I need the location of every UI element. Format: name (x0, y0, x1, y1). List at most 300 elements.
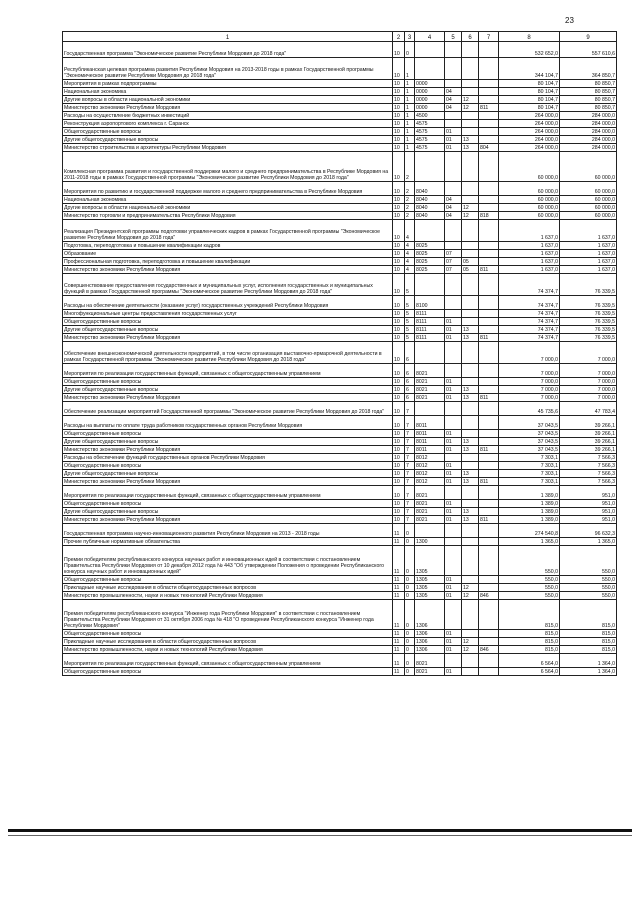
row-value-cell (462, 364, 479, 378)
header-cell: 9 (560, 32, 617, 42)
row-value-cell: 1 637,0 (560, 258, 617, 266)
row-value-cell: 264 000,0 (499, 136, 560, 144)
row-value-cell (462, 668, 479, 676)
row-value-cell (462, 88, 479, 96)
row-value-cell: 4 (405, 242, 415, 250)
row-value-cell: 45 735,6 (499, 402, 560, 416)
header-cell: 1 (63, 32, 393, 42)
row-value-cell (479, 430, 499, 438)
row-value-cell: 1305 (415, 576, 445, 584)
row-value-cell: 2 (405, 204, 415, 212)
row-value-cell: 1 637,0 (499, 242, 560, 250)
row-value-cell (415, 342, 445, 364)
row-name-cell: Национальная экономика (63, 196, 393, 204)
row-value-cell (479, 438, 499, 446)
row-value-cell (479, 136, 499, 144)
row-name-cell: Мероприятия в рамках подпрограммы (63, 80, 393, 88)
row-value-cell: 7 (405, 462, 415, 470)
row-value-cell: 12 (462, 212, 479, 220)
row-value-cell: 60 000,0 (560, 152, 617, 182)
row-value-cell: 10 (393, 446, 405, 454)
row-value-cell: 6 (405, 386, 415, 394)
row-value-cell: 04 (445, 212, 462, 220)
row-value-cell: 0 (405, 668, 415, 676)
row-name-cell: Общегосударственные вопросы (63, 668, 393, 676)
row-value-cell: 7 (405, 446, 415, 454)
row-value-cell: 10 (393, 508, 405, 516)
row-name-cell: Министерство экономики Республики Мордовия (63, 266, 393, 274)
row-value-cell: 10 (393, 364, 405, 378)
table-row (63, 152, 617, 182)
row-value-cell: 10 (393, 462, 405, 470)
row-value-cell: 815,0 (560, 646, 617, 654)
header-cell: 4 (415, 32, 445, 42)
table-row (63, 600, 617, 630)
row-value-cell: 37 043,5 (499, 430, 560, 438)
row-value-cell (479, 196, 499, 204)
row-value-cell: 11 (393, 538, 405, 546)
row-value-cell (445, 654, 462, 668)
row-value-cell: 1 637,0 (560, 250, 617, 258)
row-name-cell: Министерство промышленности, науки и новых технологий Республики Мордовия (63, 646, 393, 654)
row-value-cell: 811 (479, 394, 499, 402)
row-value-cell (479, 500, 499, 508)
row-value-cell: 01 (445, 334, 462, 342)
row-value-cell: 39 266,1 (560, 416, 617, 430)
header-cell: 6 (462, 32, 479, 42)
row-value-cell: 10 (393, 334, 405, 342)
row-value-cell: 04 (445, 204, 462, 212)
row-value-cell: 8021 (415, 378, 445, 386)
row-name-cell: Профессиональная подготовка, переподготовка и повышение квалификации (63, 258, 393, 266)
row-value-cell: 7 (405, 500, 415, 508)
row-value-cell: 01 (445, 446, 462, 454)
row-name-cell: Министерство экономики Республики Мордовия (63, 334, 393, 342)
row-value-cell: 846 (479, 646, 499, 654)
row-value-cell: 1 389,0 (499, 508, 560, 516)
row-value-cell (479, 668, 499, 676)
row-value-cell: 01 (445, 128, 462, 136)
table-row (63, 364, 617, 378)
row-value-cell: 10 (393, 296, 405, 310)
row-value-cell: 80 850,7 (560, 88, 617, 96)
row-value-cell (479, 470, 499, 478)
row-value-cell: 10 (393, 318, 405, 326)
table-row (63, 630, 617, 638)
row-name-cell: Комплексная программа развития и государственной поддержки малого и среднего предпринимательства в Республике Мордовия на 2011-2018 годы в рамках Государственной программы "Экономическое развитие Республики Мордовия до 2018 года" (63, 152, 393, 182)
row-value-cell: 10 (393, 310, 405, 318)
row-value-cell: 284 000,0 (560, 144, 617, 152)
row-value-cell: 1 637,0 (499, 250, 560, 258)
row-value-cell: 8012 (415, 454, 445, 462)
row-value-cell: 7 (405, 486, 415, 500)
row-value-cell (479, 638, 499, 646)
row-value-cell: 0 (405, 646, 415, 654)
row-value-cell: 7 000,0 (560, 394, 617, 402)
row-value-cell: 04 (445, 96, 462, 104)
table-row (63, 326, 617, 334)
row-value-cell: 11 (393, 576, 405, 584)
row-value-cell: 60 000,0 (499, 212, 560, 220)
row-value-cell: 01 (445, 638, 462, 646)
row-value-cell: 5 (405, 326, 415, 334)
row-value-cell: 0 (405, 538, 415, 546)
row-value-cell (462, 296, 479, 310)
row-value-cell (479, 220, 499, 242)
row-value-cell: 344 104,7 (499, 58, 560, 80)
table-row (63, 120, 617, 128)
row-value-cell: 7 000,0 (560, 386, 617, 394)
row-value-cell (445, 242, 462, 250)
row-value-cell (415, 152, 445, 182)
row-value-cell (462, 654, 479, 668)
row-value-cell: 04 (445, 104, 462, 112)
row-value-cell: 7 (405, 478, 415, 486)
row-value-cell: 76 339,5 (560, 326, 617, 334)
row-value-cell: 10 (393, 342, 405, 364)
row-value-cell: 13 (462, 144, 479, 152)
row-name-cell: Другие общегосударственные вопросы (63, 136, 393, 144)
row-value-cell: 11 (393, 584, 405, 592)
row-value-cell: 11 (393, 668, 405, 676)
row-name-cell: Другие общегосударственные вопросы (63, 508, 393, 516)
row-value-cell: 01 (445, 318, 462, 326)
row-value-cell: 951,0 (560, 486, 617, 500)
row-value-cell: 60 000,0 (499, 196, 560, 204)
row-value-cell: 37 043,5 (499, 438, 560, 446)
row-value-cell (462, 600, 479, 630)
row-value-cell: 6 (405, 378, 415, 386)
row-value-cell (479, 630, 499, 638)
header-cell: 8 (499, 32, 560, 42)
row-value-cell: 7 566,3 (560, 470, 617, 478)
row-value-cell: 8011 (415, 416, 445, 430)
row-name-cell: Премия победителям республиканского конкурса "Инженер года Республики Мордовия" в соответствии с постановлением Правительства Республики Мордовия от 31 октября 2006 года № 418 "О проведении Республиканского конкурса "Инженер года Республики Мордовия" (63, 600, 393, 630)
bottom-rule-thin (8, 835, 632, 836)
row-value-cell: 815,0 (499, 646, 560, 654)
row-value-cell: 01 (445, 378, 462, 386)
row-name-cell: Другие общегосударственные вопросы (63, 470, 393, 478)
row-value-cell: 80 104,7 (499, 88, 560, 96)
row-value-cell: 11 (393, 654, 405, 668)
row-value-cell: 10 (393, 438, 405, 446)
table-row (63, 638, 617, 646)
table-row (63, 220, 617, 242)
row-value-cell (462, 196, 479, 204)
row-value-cell: 11 (393, 646, 405, 654)
row-value-cell: 01 (445, 592, 462, 600)
row-value-cell: 12 (462, 592, 479, 600)
row-value-cell: 39 266,1 (560, 438, 617, 446)
row-value-cell: 550,0 (499, 584, 560, 592)
row-value-cell (479, 250, 499, 258)
row-name-cell: Общегосударственные вопросы (63, 378, 393, 386)
row-value-cell: 8021 (415, 364, 445, 378)
row-name-cell: Республиканская целевая программа развития Республики Мордовия на 2013-2018 годы в рамках Государственной программы "Экономическое развитие Республики Мордовия до 2018 года" (63, 58, 393, 80)
row-name-cell: Расходы на обеспечение функций государственных органов Республики Мордовия (63, 454, 393, 462)
row-value-cell: 0 (405, 584, 415, 592)
row-name-cell: Реализация Президентской программы подготовки управленческих кадров в рамках Государственной программы "Экономическое развитие Республики Мордовия до 2018 года" (63, 220, 393, 242)
table-row (63, 524, 617, 538)
row-value-cell: 8021 (415, 500, 445, 508)
table-row (63, 334, 617, 342)
row-value-cell: 07 (445, 258, 462, 266)
row-value-cell (445, 454, 462, 462)
row-value-cell: 1 (405, 96, 415, 104)
row-value-cell: 10 (393, 274, 405, 296)
row-value-cell (462, 416, 479, 430)
row-value-cell (445, 274, 462, 296)
row-value-cell: 01 (445, 516, 462, 524)
row-name-cell: Мероприятия по реализации государственных функций, связанных с общегосударственным управлением (63, 486, 393, 500)
row-value-cell: 7 000,0 (560, 378, 617, 386)
row-value-cell: 8012 (415, 462, 445, 470)
table-row (63, 446, 617, 454)
row-value-cell: 37 043,5 (499, 416, 560, 430)
row-value-cell (462, 318, 479, 326)
row-value-cell: 01 (445, 668, 462, 676)
row-value-cell (445, 524, 462, 538)
row-value-cell: 8012 (415, 470, 445, 478)
row-value-cell: 557 610,6 (560, 42, 617, 58)
row-value-cell: 1 (405, 128, 415, 136)
row-value-cell: 80 104,7 (499, 80, 560, 88)
row-value-cell: 2 (405, 152, 415, 182)
row-value-cell: 7 (405, 402, 415, 416)
row-name-cell: Образование (63, 250, 393, 258)
row-value-cell: 10 (393, 516, 405, 524)
row-value-cell: 8111 (415, 334, 445, 342)
row-value-cell (479, 42, 499, 58)
row-value-cell: 10 (393, 386, 405, 394)
row-value-cell: 4 (405, 250, 415, 258)
table-row (63, 196, 617, 204)
row-value-cell: 10 (393, 430, 405, 438)
row-value-cell: 37 043,5 (499, 446, 560, 454)
table-row (63, 212, 617, 220)
page-number: 23 (565, 16, 574, 25)
row-value-cell: 05 (462, 258, 479, 266)
row-value-cell (462, 182, 479, 196)
row-value-cell: 11 (393, 638, 405, 646)
row-value-cell (462, 454, 479, 462)
row-value-cell: 10 (393, 266, 405, 274)
row-value-cell: 5 (405, 310, 415, 318)
row-name-cell: Министерство промышленности, науки и новых технологий Республики Мордовия (63, 592, 393, 600)
row-value-cell: 0000 (415, 96, 445, 104)
row-value-cell: 13 (462, 470, 479, 478)
row-value-cell: 8111 (415, 310, 445, 318)
row-value-cell: 1 637,0 (560, 266, 617, 274)
row-value-cell: 8021 (415, 394, 445, 402)
row-value-cell: 8111 (415, 326, 445, 334)
table-row (63, 508, 617, 516)
row-name-cell: Государственная программа научно-инновационного развития Республики Мордовия на 2013 - 2018 годы (63, 524, 393, 538)
row-value-cell: 550,0 (560, 584, 617, 592)
row-name-cell: Общегосударственные вопросы (63, 500, 393, 508)
row-value-cell: 01 (445, 386, 462, 394)
row-value-cell: 815,0 (560, 600, 617, 630)
row-value-cell (415, 524, 445, 538)
row-value-cell: 01 (445, 470, 462, 478)
row-value-cell: 8040 (415, 212, 445, 220)
row-value-cell: 10 (393, 486, 405, 500)
row-value-cell: 13 (462, 478, 479, 486)
table-body (63, 42, 617, 676)
row-name-cell: Национальная экономика (63, 88, 393, 96)
row-value-cell: 1306 (415, 638, 445, 646)
row-value-cell (445, 538, 462, 546)
row-value-cell: 80 850,7 (560, 96, 617, 104)
row-value-cell: 01 (445, 430, 462, 438)
row-value-cell (479, 378, 499, 386)
row-name-cell: Министерство экономики Республики Мордовия (63, 104, 393, 112)
row-value-cell (479, 88, 499, 96)
row-value-cell (445, 42, 462, 58)
bottom-rule (8, 829, 632, 832)
row-value-cell: 7 000,0 (560, 342, 617, 364)
table-header-row (63, 32, 617, 42)
row-value-cell: 811 (479, 266, 499, 274)
row-value-cell (479, 576, 499, 584)
row-name-cell: Другие общегосударственные вопросы (63, 438, 393, 446)
row-value-cell: 80 850,7 (560, 80, 617, 88)
row-value-cell (479, 342, 499, 364)
row-value-cell: 815,0 (499, 638, 560, 646)
row-name-cell: Общегосударственные вопросы (63, 318, 393, 326)
row-value-cell: 1 389,0 (499, 500, 560, 508)
row-value-cell: 74 374,7 (499, 326, 560, 334)
row-value-cell (479, 204, 499, 212)
row-name-cell: Другие вопросы в области национальной экономики (63, 204, 393, 212)
row-value-cell: 47 783,4 (560, 402, 617, 416)
row-value-cell (479, 600, 499, 630)
row-value-cell: 11 (393, 592, 405, 600)
row-value-cell (479, 402, 499, 416)
row-value-cell: 76 339,5 (560, 334, 617, 342)
row-value-cell: 8021 (415, 508, 445, 516)
row-value-cell: 550,0 (560, 576, 617, 584)
row-value-cell (462, 128, 479, 136)
row-value-cell (462, 402, 479, 416)
row-value-cell: 4575 (415, 128, 445, 136)
row-value-cell: 1306 (415, 646, 445, 654)
table-row (63, 266, 617, 274)
row-value-cell: 4 (405, 220, 415, 242)
row-value-cell (479, 486, 499, 500)
row-value-cell (445, 402, 462, 416)
row-name-cell: Мероприятия по реализации государственных функций, связанных с общегосударственным управлением (63, 364, 393, 378)
row-value-cell (479, 524, 499, 538)
row-value-cell: 264 000,0 (499, 120, 560, 128)
row-value-cell: 7 (405, 516, 415, 524)
row-value-cell (479, 242, 499, 250)
row-value-cell: 60 000,0 (499, 204, 560, 212)
row-value-cell (479, 58, 499, 80)
row-value-cell: 811 (479, 104, 499, 112)
row-value-cell (415, 402, 445, 416)
row-value-cell (479, 318, 499, 326)
table-row (63, 646, 617, 654)
table-row (63, 500, 617, 508)
row-value-cell: 8100 (415, 296, 445, 310)
row-value-cell: 6 564,0 (499, 654, 560, 668)
row-value-cell: 364 850,7 (560, 58, 617, 80)
table-row (63, 112, 617, 120)
row-value-cell: 0 (405, 576, 415, 584)
row-value-cell: 7 000,0 (499, 342, 560, 364)
row-value-cell: 550,0 (499, 546, 560, 576)
row-value-cell: 7 566,3 (560, 454, 617, 462)
row-value-cell (462, 546, 479, 576)
row-value-cell: 4575 (415, 120, 445, 128)
row-value-cell: 7 303,1 (499, 454, 560, 462)
row-value-cell: 0 (405, 42, 415, 58)
row-value-cell: 550,0 (499, 576, 560, 584)
row-value-cell (462, 274, 479, 296)
budget-table (62, 31, 617, 676)
row-value-cell: 4500 (415, 112, 445, 120)
row-value-cell: 1306 (415, 630, 445, 638)
row-value-cell: 39 266,1 (560, 430, 617, 438)
row-value-cell: 76 339,5 (560, 318, 617, 326)
table-row (63, 478, 617, 486)
row-value-cell: 10 (393, 204, 405, 212)
row-value-cell: 13 (462, 508, 479, 516)
table-row (63, 430, 617, 438)
row-value-cell: 07 (445, 250, 462, 258)
row-value-cell: 804 (479, 144, 499, 152)
row-value-cell: 7 000,0 (499, 364, 560, 378)
row-value-cell: 01 (445, 326, 462, 334)
row-value-cell: 550,0 (499, 592, 560, 600)
row-name-cell: Расходы на обеспечение деятельности (оказание услуг) государственных учреждений Республики Мордовия (63, 296, 393, 310)
row-value-cell: 8040 (415, 196, 445, 204)
row-value-cell: 04 (445, 88, 462, 96)
row-value-cell: 1 (405, 88, 415, 96)
row-value-cell: 12 (462, 584, 479, 592)
row-name-cell: Министерство торговли и предпринимательства Республики Мордовия (63, 212, 393, 220)
table-row (63, 182, 617, 196)
row-value-cell: 80 104,7 (499, 104, 560, 112)
row-name-cell: Общегосударственные вопросы (63, 462, 393, 470)
table-row (63, 546, 617, 576)
row-value-cell (445, 546, 462, 576)
row-value-cell (479, 386, 499, 394)
table-row (63, 318, 617, 326)
table-row (63, 416, 617, 430)
table-row (63, 584, 617, 592)
row-value-cell: 11 (393, 630, 405, 638)
row-value-cell (462, 242, 479, 250)
row-value-cell: 96 632,3 (560, 524, 617, 538)
row-value-cell (462, 430, 479, 438)
row-name-cell: Многофункциональные центры предоставления государственных услуг (63, 310, 393, 318)
row-value-cell: 13 (462, 446, 479, 454)
row-value-cell: 7 (405, 508, 415, 516)
row-value-cell: 1 637,0 (499, 266, 560, 274)
row-name-cell: Министерство экономики Республики Мордовия (63, 446, 393, 454)
row-value-cell (479, 326, 499, 334)
row-value-cell: 10 (393, 242, 405, 250)
row-value-cell: 2 (405, 212, 415, 220)
row-value-cell: 7 (405, 438, 415, 446)
row-value-cell: 05 (462, 266, 479, 274)
row-value-cell: 74 374,7 (499, 334, 560, 342)
table-row (63, 128, 617, 136)
row-value-cell: 13 (462, 438, 479, 446)
row-value-cell: 811 (479, 446, 499, 454)
